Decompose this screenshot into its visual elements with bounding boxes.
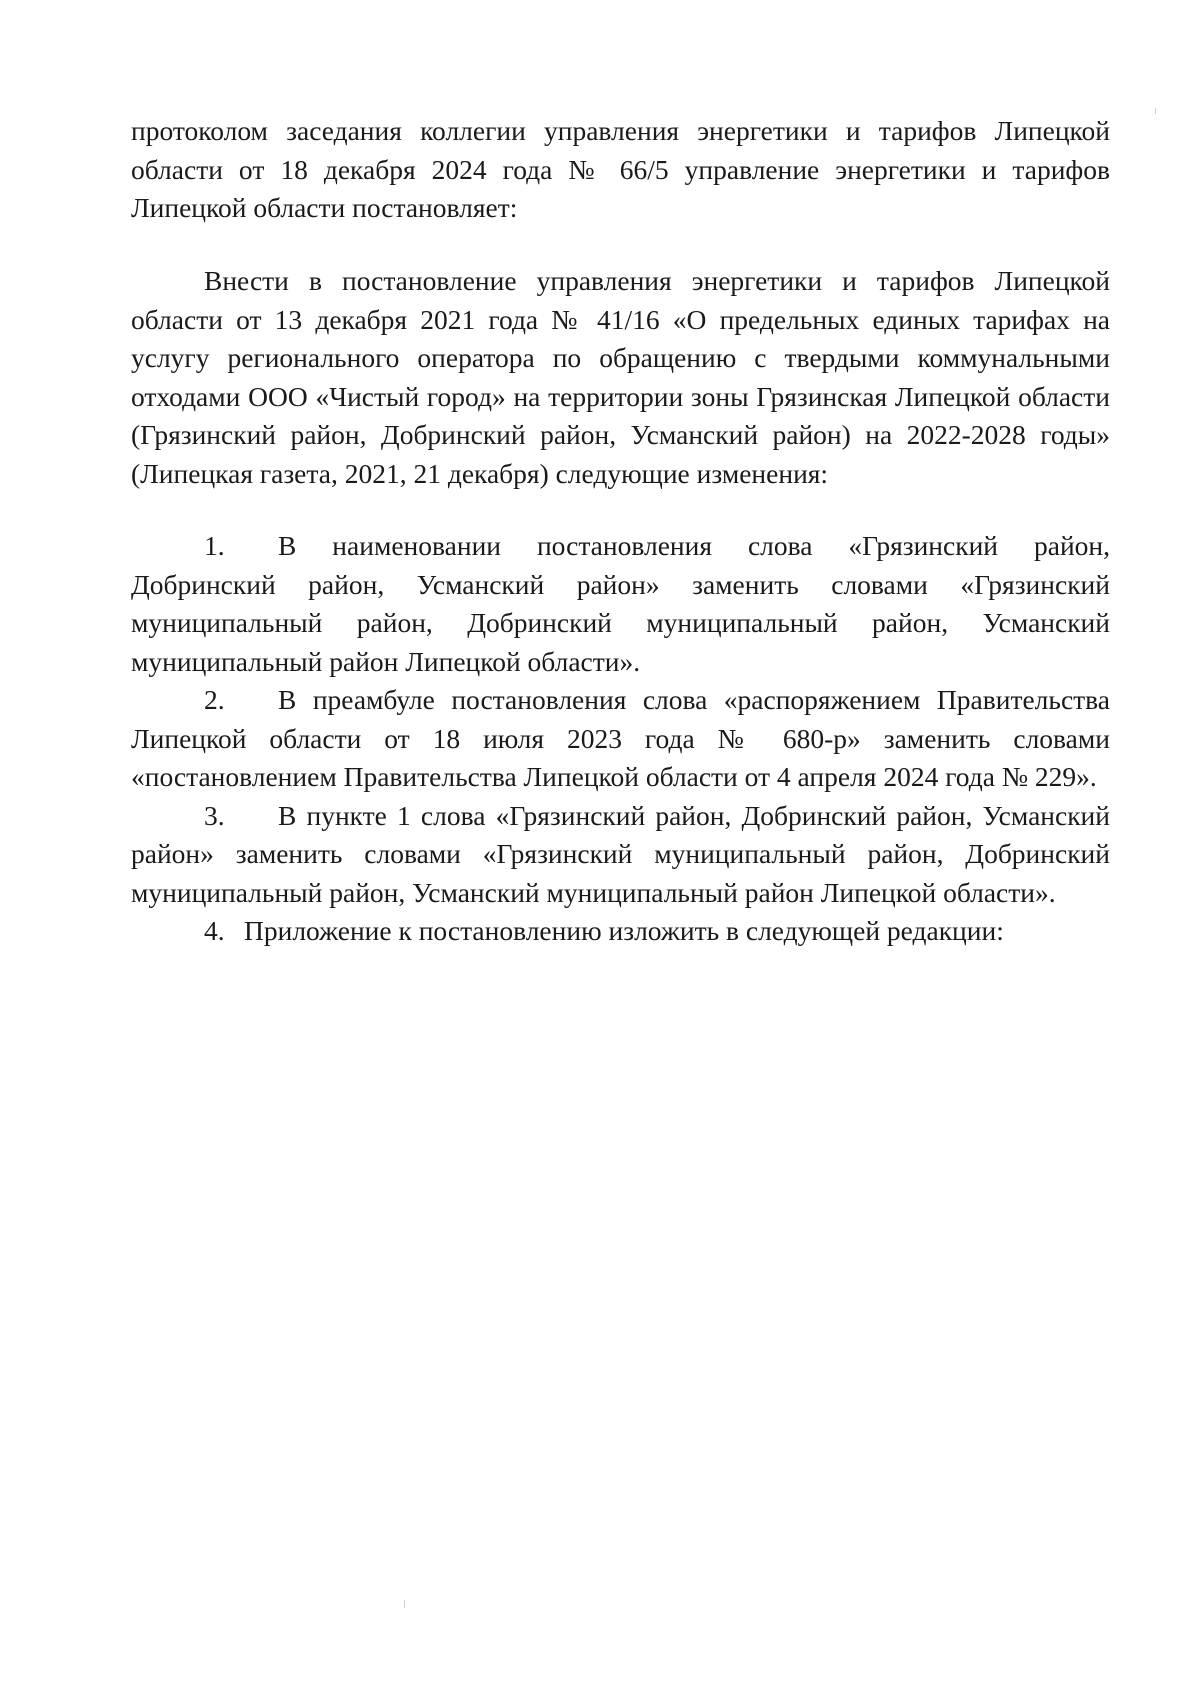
item-number: 2. [204, 684, 225, 715]
item-number: 1. [204, 530, 225, 561]
item-text: Приложение к постановлению изложить в следующей редакции: [244, 915, 1004, 946]
item-number: 3. [204, 799, 225, 831]
item-number: 4. [204, 915, 225, 946]
list-item [131, 527, 1110, 681]
list-item [131, 681, 1110, 797]
item-text: В наименовании постановления слова «Грязинский район, Добринский район, Усманский район» заменить словами «Грязинский муниципальный район, Добринский муниципальный район, Усманский муниципальный район Липецкой области». [131, 530, 1110, 677]
scan-artifact [1155, 108, 1156, 114]
list-item [131, 912, 1110, 951]
item-text: В пункте 1 слова «Грязинский район, Добринский район, Усманский район» заменить словами «Грязинский муниципальный район, Добринский муниципальный район, Усманский муниципальный район Липецкой области». [131, 799, 1110, 908]
intro-paragraph: протоколом заседания коллегии управления энергетики и тарифов Липецкой области от 18 декабря 2024 года № 66/5 управление энергетики и тарифов Липецкой области постановляет: [131, 115, 1110, 223]
scan-artifact [404, 1600, 405, 1608]
item-text: В преамбуле постановления слова «распоряжением Правительства Липецкой области от 18 июля 2023 года № 680-р» заменить словами «постановлением Правительства Липецкой области от 4 апреля 2024 года № 229». [131, 684, 1110, 792]
main-paragraph: Внести в постановление управления энергетики и тарифов Липецкой области от 13 декабря 2021 года № 41/16 «О предельных единых тарифах на услугу регионального оператора по обращению с твердыми коммунальными отходами ООО «Чистый город» на территории зоны Грязинская Липецкой области (Грязинский район, Добринский район, Усманский район) на 2022-2028 годы» (Липецкая газета, 2021, 21 декабря) следующие изменения: [131, 265, 1110, 489]
amendments-list [131, 527, 1110, 951]
list-item [131, 797, 1110, 913]
